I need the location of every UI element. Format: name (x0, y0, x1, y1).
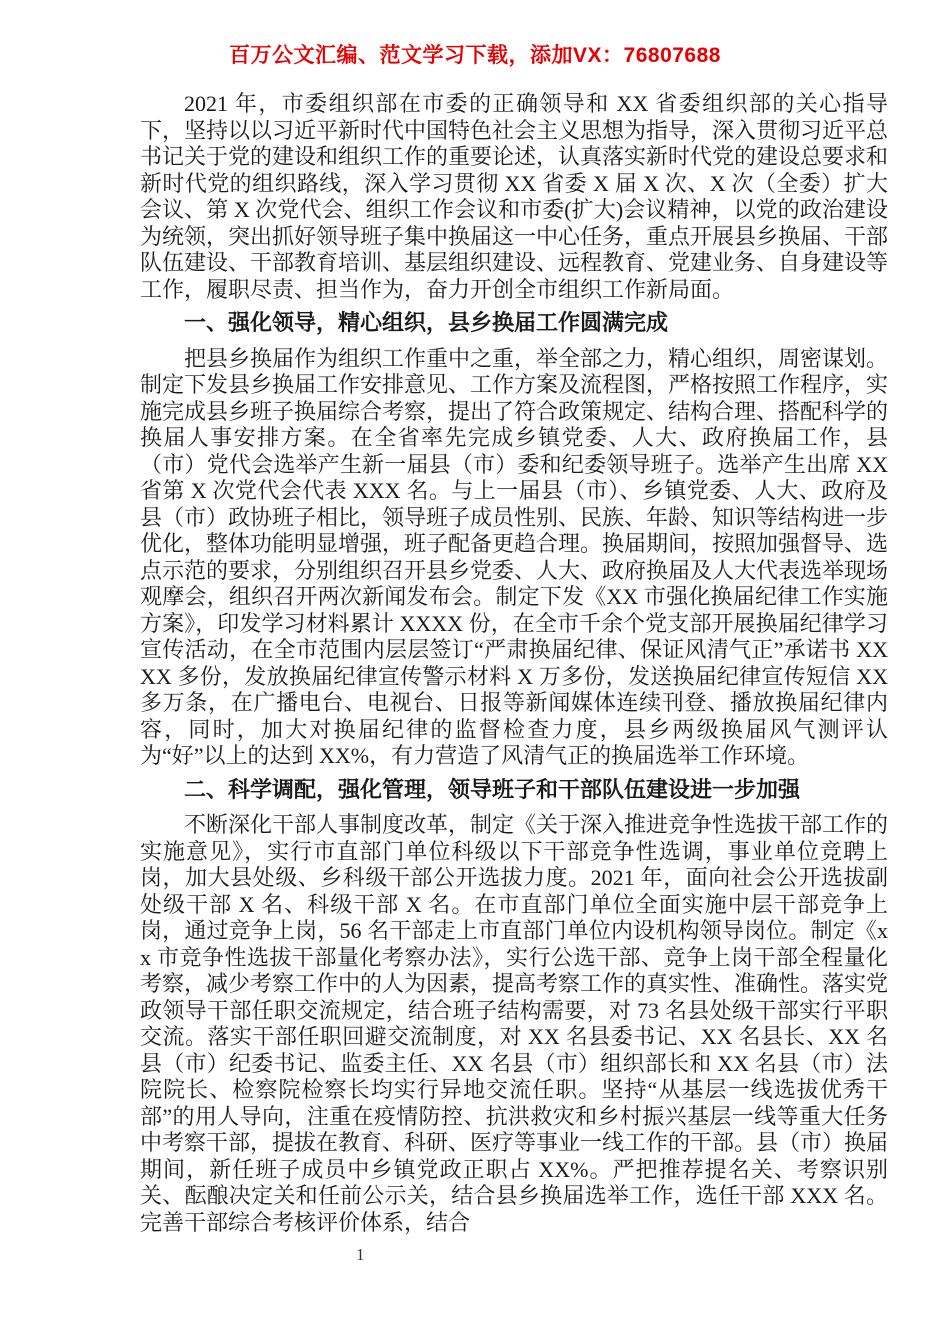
page-number: 1 (356, 1245, 365, 1264)
header-notice: 百万公文汇编、范文学习下载，添加VX：76807688 (229, 44, 721, 67)
section-heading: 二、科学调配，强化管理，领导班子和干部队伍建设进一步加强 (184, 776, 801, 802)
document-body (140, 91, 888, 1236)
document-paragraph: 2021 年，市委组织部在市委的正确领导和 XX 省委组织部的关心指导下，坚持以以习近平新时代中国特色社会主义思想为指导，深入贯彻习近平总书记关于党的建设和组织工作的重要论述，认真落实新时代党的建设总要求和新时代党的组织路线，深入学习贯彻 XX 省委 X 届 X 次、X 次（全委）扩大会议、第 X 次党代会、组织工作会议和市委(扩大)会议精神，以党的政治建设为统领，突出抓好领导班子集中换届这一中心任务，重点开展县乡换届、干部队伍建设、干部教育培训、基层组织建设、远程教育、党建业务、自身建设等工作，履职尽责、担当作为，奋力开创全市组织工作新局面。 (140, 91, 889, 302)
document-paragraph: 把县乡换届作为组织工作重中之重，举全部之力，精心组织，周密谋划。制定下发县乡换届工作安排意见、工作方案及流程图，严格按照工作程序，实施完成县乡班子换届综合考察，提出了符合政策规定、结构合理、搭配科学的换届人事安排方案。在全省率先完成乡镇党委、人大、政府换届工作，县（市）党代会选举产生新一届县（市）委和纪委领导班子。选举产生出席 XX 省第 X 次党代会代表 XXX 名。与上一届县（市）、乡镇党委、人大、政府及县（市）政协班子相比，领导班子成员性别、民族、年龄、知识等结构进一步优化，整体功能明显增强，班子配备更趋合理。换届期间，按照加强督导、选点示范的要求，分别组织召开县乡党委、人大、政府换届及人大代表选举现场观摩会，组织召开两次新闻发布会。制定下发《XX 市强化换届纪律工作实施方案》，印发学习材料累计 XXXX 份，在全市千余个党支部开展换届纪律学习宣传活动，在全市范围内层层签订“严肃换届纪律、保证风清气正”承诺书 XXXX 多份，发放换届纪律宣传警示材料 X 万多份，发送换届纪律宣传短信 XX 多万条，在广播电台、电视台、日报等新闻媒体连续刊登、播放换届纪律内容，同时，加大对换届纪律的监督检查力度，县乡两级换届风气测评认为“好”以上的达到 XX%，有力营造了风清气正的换届选举工作环境。 (140, 345, 889, 768)
section-heading: 一、强化领导，精心组织，县乡换届工作圆满完成 (184, 310, 669, 335)
document-paragraph: 不断深化干部人事制度改革，制定《关于深入推进竞争性选拔干部工作的实施意见》，实行市直部门单位科级以下干部竞争性选调，事业单位竞聘上岗，加大县处级、乡科级干部公开选拔力度。2021 年，面向社会公开选拔副处级干部 X 名、科级干部 X 名。在市直部门单位全面实施中层干部竞争上岗，通过竞争上岗，56 名干部走上市直部门单位内设机构领导岗位。制定《xx 市竞争性选拔干部量化考察办法》，实行公选干部、竞争上岗干部全程量化考察，减少考察工作中的人为因素，提高考察工作的真实性、准确性。落实党政领导干部任职交流规定，结合班子结构需要，对 73 名县处级干部实行平职交流。落实干部任职回避交流制度，对 XX 名县委书记、XX 名县长、XX 名县（市）纪委书记、监委主任、XX 名县（市）组织部长和 XX 名县（市）法院院长、检察院检察长均实行异地交流任职。坚持“从基层一线选拔优秀干部”的用人导向，注重在疫情防控、抗洪救灾和乡村振兴基层一线等重大任务中考察干部，提拔在教育、科研、医疗等事业一线工作的干部。县（市）换届期间，新任班子成员中乡镇党政正职占 XX%。严把推荐提名关、考察识别关、酝酿决定关和任前公示关，结合县乡换届选举工作，选任干部 XXX 名。完善干部综合考核评价体系，结合 (140, 812, 889, 1235)
